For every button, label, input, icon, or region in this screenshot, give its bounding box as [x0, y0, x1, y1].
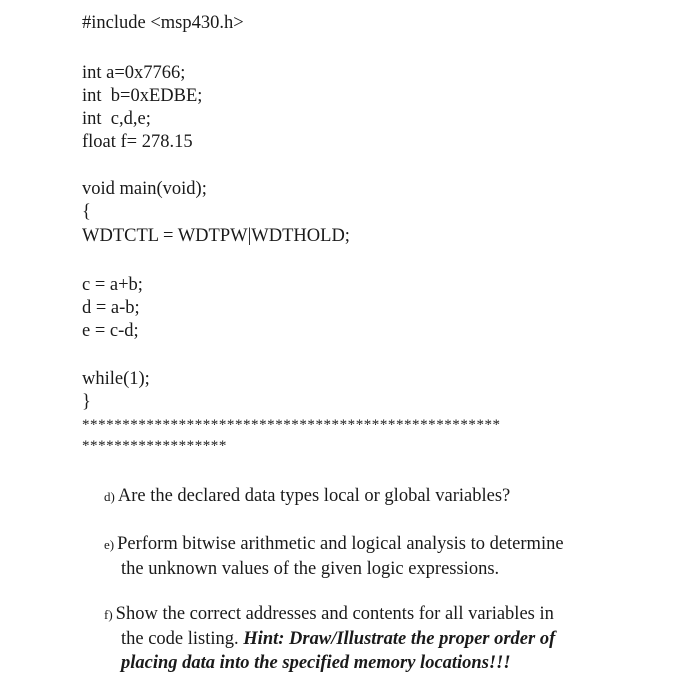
separator-line-2: ****************** [82, 438, 227, 454]
question-text: Are the declared data types local or global variables? [117, 486, 511, 506]
code-decl-b: int b=0xEDBE; [82, 86, 203, 106]
code-stmt-c: c = a+b; [82, 275, 143, 295]
code-decl-cde: int c,d,e; [82, 109, 151, 129]
code-decl-a: int a=0x7766; [82, 63, 186, 83]
question-text-continued: the unknown values of the given logic expressions. [121, 559, 500, 579]
code-stmt-e: e = c-d; [82, 321, 139, 341]
question-text-continued [104, 627, 555, 651]
code-open-brace: { [82, 202, 91, 222]
code-main-signature: void main(void); [82, 179, 207, 199]
question-text: Show the correct addresses and contents for all variables in [115, 604, 554, 624]
question-e [104, 532, 564, 581]
separator-line-1: **************************************************** [82, 417, 501, 433]
question-d [104, 484, 510, 509]
code-stmt-d: d = a-b; [82, 298, 140, 318]
code-decl-f: float f= 278.15 [82, 132, 193, 152]
question-label: f) [104, 607, 113, 622]
question-f [104, 602, 555, 675]
code-close-brace: } [82, 392, 91, 412]
question-label: d) [104, 489, 115, 504]
hint-text: Hint: Draw/Illustrate the proper order of [243, 629, 556, 649]
question-text: Perform bitwise arithmetic and logical analysis to determine [117, 534, 564, 554]
hint-text-continued: placing data into the specified memory locations!!! [121, 653, 511, 673]
code-wdt-statement: WDTCTL = WDTPW|WDTHOLD; [82, 226, 350, 246]
code-while-loop: while(1); [82, 369, 150, 389]
code-include: #include <msp430.h> [82, 13, 244, 33]
question-label: e) [104, 537, 115, 552]
question-text-plain: the code listing. [121, 629, 244, 649]
